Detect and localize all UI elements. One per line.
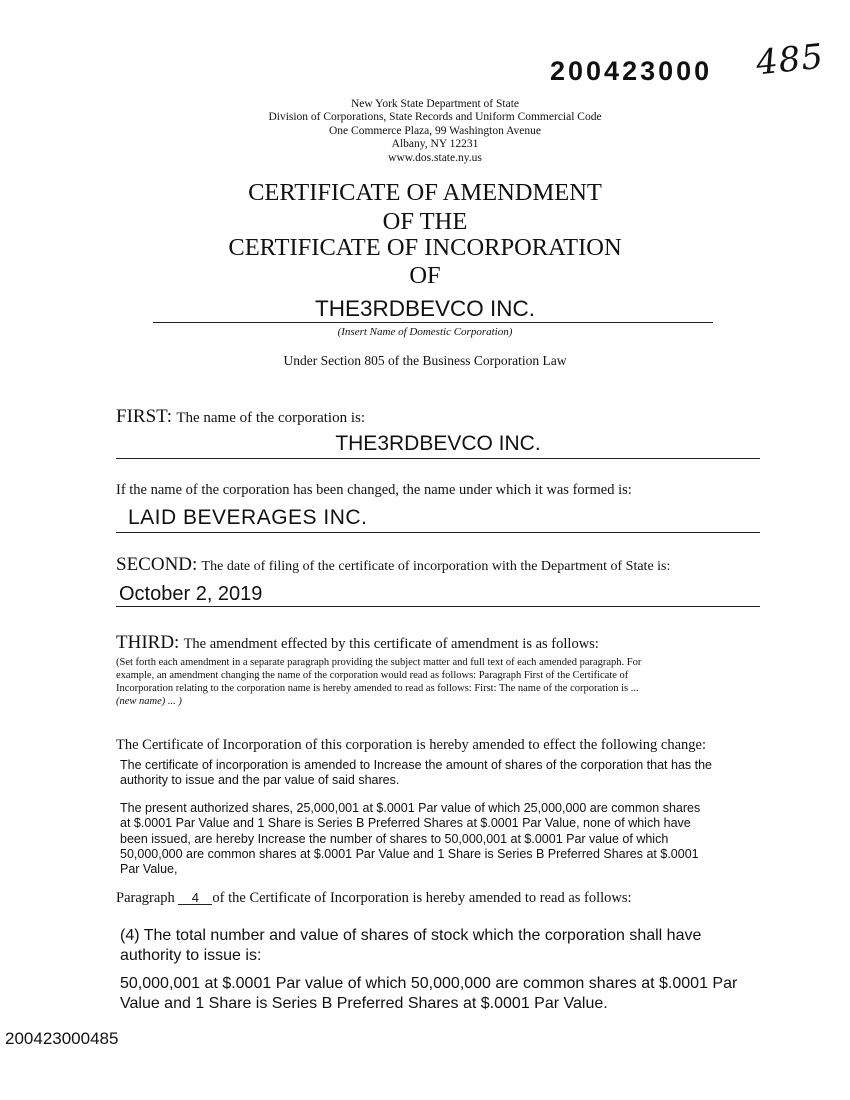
second-rule bbox=[116, 606, 760, 607]
amended-text-shares bbox=[120, 974, 760, 1013]
second-label-text: The date of filing of the certificate of incorporation with the Department of State is: bbox=[201, 559, 671, 574]
instruction-line-3: Incorporation relating to the corporation name is hereby amended to read as follows: First: The name of the corporation is ... bbox=[116, 683, 639, 694]
former-name-value: LAID BEVERAGES INC. bbox=[128, 506, 368, 529]
insert-name-hint: (Insert Name of Domestic Corporation) bbox=[337, 326, 513, 338]
instruction-line-4: (new name) ... ) bbox=[116, 696, 182, 707]
instruction-line-2: example, an amendment changing the name of the corporation would read as follows: Paragraph First of the Certificate of bbox=[116, 670, 629, 681]
third-label-text: The amendment effected by this certificate of amendment is as follows: bbox=[183, 636, 599, 652]
third-label bbox=[116, 632, 599, 654]
title-line-4: OF bbox=[409, 262, 441, 289]
title-line-2: OF THE bbox=[382, 208, 468, 235]
change-paragraph-2 bbox=[120, 801, 730, 877]
second-value: October 2, 2019 bbox=[119, 583, 263, 605]
handwritten-suffix: 485 bbox=[754, 36, 826, 84]
change-2-line-1: The present authorized shares, 25,000,001 at $.0001 Par value of which 25,000,000 are common shares bbox=[120, 801, 701, 815]
change-1-line-2: authority to issue and the par value of said shares. bbox=[120, 773, 400, 788]
amended-line-2: authority to issue is: bbox=[120, 946, 262, 964]
change-2-line-5: Par Value, bbox=[120, 862, 178, 877]
change-1-line-1: The certificate of incorporation is amended to Increase the amount of shares of the corporation that has the bbox=[120, 758, 713, 772]
dept-line-1: New York State Department of State bbox=[351, 98, 519, 110]
filing-number-stamp: 200423000 bbox=[550, 56, 713, 86]
change-2-line-2: at $.0001 Par Value and 1 Share is Series B Preferred Shares at $.0001 Par Value, none of which have bbox=[120, 816, 691, 831]
paragraph-line bbox=[116, 890, 632, 907]
second-keyword: SECOND: bbox=[116, 554, 198, 575]
title-line-3: CERTIFICATE OF INCORPORATION bbox=[228, 234, 622, 261]
department-header bbox=[250, 98, 620, 165]
paragraph-prefix: Paragraph bbox=[116, 890, 175, 906]
first-value: THE3RDBEVCO INC. bbox=[335, 432, 541, 455]
change-2-line-3: been issued, are hereby Increase the number of shares to 50,000,001 at $.0001 Par value of which bbox=[120, 831, 669, 846]
amended-text-intro bbox=[120, 926, 760, 965]
second-label bbox=[116, 554, 670, 576]
dept-line-3: One Commerce Plaza, 99 Washington Avenue bbox=[329, 124, 541, 137]
under-section: Under Section 805 of the Business Corporation Law bbox=[283, 353, 567, 368]
former-name-label: If the name of the corporation has been changed, the name under which it was formed is: bbox=[116, 482, 632, 498]
change-paragraph-1 bbox=[120, 758, 730, 789]
instruction-line-1: (Set forth each amendment in a separate paragraph providing the subject matter and full text of each amended paragraph. For bbox=[116, 657, 642, 668]
footer-document-id: 200423000485 bbox=[5, 1029, 119, 1048]
change-2-line-4: 50,000,000 are common shares at $.0001 Par Value and 1 Share is Series B Preferred Shares at $.0001 bbox=[120, 846, 699, 861]
corporation-name-heading: THE3RDBEVCO INC. bbox=[314, 296, 536, 321]
former-name-rule bbox=[116, 532, 760, 533]
amended-line-1: (4) The total number and value of shares of stock which the corporation shall have bbox=[120, 927, 702, 944]
title-line-1: CERTIFICATE OF AMENDMENT bbox=[248, 179, 602, 206]
dept-website: www.dos.state.ny.us bbox=[388, 151, 482, 164]
dept-line-2: Division of Corporations, State Records and Uniform Commercial Code bbox=[268, 111, 602, 124]
third-instructions bbox=[116, 656, 756, 708]
paragraph-suffix: of the Certificate of Incorporation is hereby amended to read as follows: bbox=[212, 890, 632, 906]
first-rule bbox=[116, 458, 760, 459]
first-label bbox=[116, 406, 365, 428]
amended-line-3: 50,000,001 at $.0001 Par value of which 50,000,000 are common shares at $.0001 Par bbox=[120, 975, 738, 992]
first-keyword: FIRST: bbox=[116, 406, 173, 427]
third-keyword: THIRD: bbox=[116, 632, 180, 653]
dept-line-4: Albany, NY 12231 bbox=[391, 138, 479, 151]
corp-name-rule bbox=[153, 322, 713, 323]
amended-line-4: Value and 1 Share is Series B Preferred Shares at $.0001 Par Value. bbox=[120, 994, 608, 1012]
paragraph-number: 4 bbox=[178, 892, 212, 905]
first-label-text: The name of the corporation is: bbox=[176, 410, 366, 426]
amend-intro: The Certificate of Incorporation of this corporation is hereby amended to effect the following change: bbox=[116, 737, 706, 753]
